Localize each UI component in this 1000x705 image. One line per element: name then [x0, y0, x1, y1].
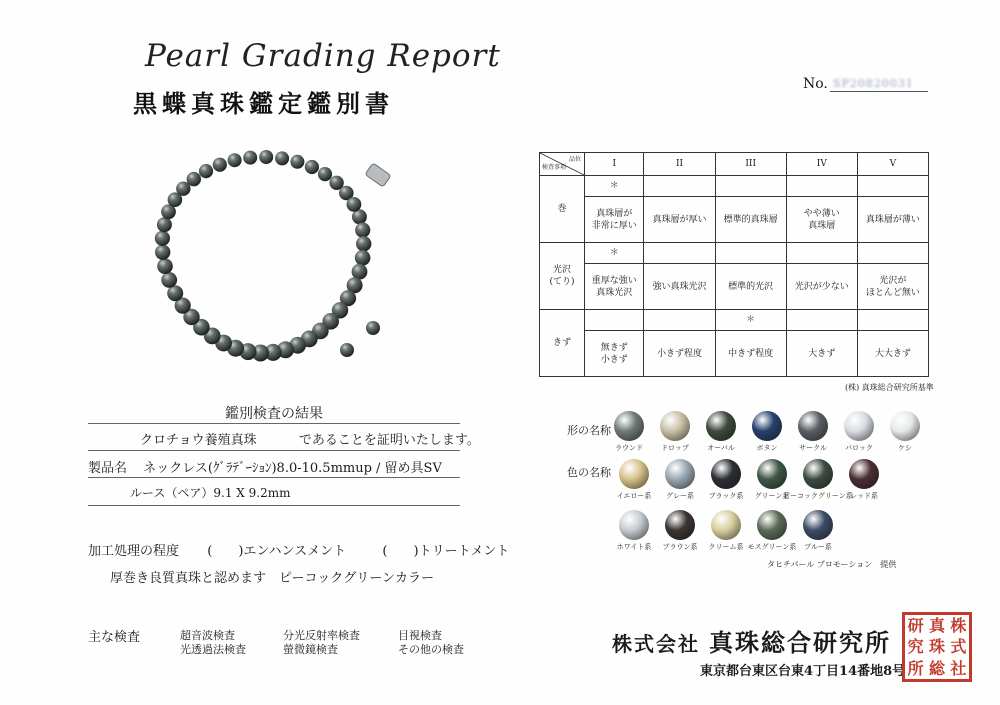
company-seal-stamp — [902, 612, 972, 682]
inspection-item: 光透過法検査 — [180, 643, 246, 656]
pearl-necklace-photo — [135, 140, 395, 380]
seal-character: 真 — [928, 616, 945, 635]
product-label: 製品名 — [88, 461, 128, 476]
pearl-sample-label: ホワイト系 — [616, 543, 652, 551]
column-header: IV — [786, 153, 857, 176]
company-address: 東京都台東区台東4丁目14番地8号 — [700, 664, 906, 679]
grade-description: 中きず程度 — [715, 331, 786, 377]
pearl-sample-label: ブラウン系 — [662, 543, 698, 551]
grade-description: 強い真珠光沢 — [644, 264, 715, 310]
corner-bottom-label: 検査事項 — [542, 164, 567, 171]
inspection-item: その他の検査 — [398, 643, 464, 656]
pearl-sample-label: グレー系 — [666, 492, 694, 500]
product-line — [88, 457, 442, 476]
column-header: V — [857, 153, 928, 176]
necklace-pearl — [243, 151, 257, 165]
necklace-pearl — [157, 258, 173, 274]
seal-character: 式 — [950, 637, 967, 657]
grade-marker: ＊ — [585, 243, 644, 264]
pearl-species: クロチョウ養殖真珠 — [140, 433, 257, 448]
grade-description: 標準的真珠層 — [715, 197, 786, 243]
table-corner — [540, 153, 585, 176]
pearl-ball — [849, 459, 879, 489]
grade-description: 小きず程度 — [644, 331, 715, 377]
color-names-label: 色の名称 — [567, 466, 611, 479]
report-number-value: SP20820031 — [833, 77, 914, 90]
grade-description: 大大きず — [857, 331, 928, 377]
company-name — [612, 623, 891, 658]
certify-text: であることを証明いたします。 — [298, 433, 480, 448]
pearl-sample-label: イエロー系 — [616, 492, 652, 500]
pearl-sample-label: ブラック系 — [708, 492, 744, 500]
column-header: III — [715, 153, 786, 176]
grade-description: 重厚な強い 真珠光沢 — [585, 264, 644, 310]
necklace-pearl — [347, 197, 362, 212]
pearl-sample — [829, 459, 899, 501]
shape-names-label: 形の名称 — [567, 424, 611, 437]
color-credit: タヒチパール プロモーション 提供 — [767, 560, 897, 569]
necklace-pearl — [155, 245, 170, 260]
report-number-label: No. — [803, 76, 828, 92]
pearl-sample-label: サークル — [799, 444, 827, 452]
pearl-sample-label: ラウンド — [615, 444, 643, 452]
product-value: ネックレス(ｸﾞﾗﾃﾞｰｼｮﾝ)8.0-10.5mmup / 留め具SV — [143, 461, 442, 476]
seal-character: 総 — [928, 658, 945, 678]
necklace-pearl — [157, 217, 172, 232]
grade-description: 真珠層が 非常に厚い — [585, 197, 644, 243]
result-heading: 鑑別検査の結果 — [225, 406, 323, 422]
pearl-sample — [870, 411, 940, 453]
company-prefix: 株式会社 — [612, 632, 700, 656]
row-label: 巻 — [540, 176, 585, 243]
necklace-pearl — [187, 172, 201, 186]
title-japanese: 黒蝶真珠鑑定鑑別書 — [133, 89, 394, 118]
pearl-sample-label: ボタン — [756, 444, 778, 452]
necklace-pearl — [356, 236, 371, 251]
certification-line — [140, 429, 480, 448]
grade-description: 真珠層が薄い — [857, 197, 928, 243]
divider-line — [88, 505, 460, 506]
treatment-label: 加工処理の程度 — [88, 544, 180, 559]
pearl-sample-label: モスグリーン系 — [747, 543, 797, 551]
standard-credit: (株) 真珠総合研究所基準 — [845, 383, 934, 392]
necklace-pearl — [290, 155, 304, 169]
corner-top-label: 品位 — [568, 156, 581, 163]
necklace-pearl — [213, 158, 227, 172]
divider-line — [88, 450, 460, 451]
pearl-ball — [890, 411, 920, 441]
pearl-sample-label: クリーム系 — [708, 543, 744, 551]
column-header: I — [585, 153, 644, 176]
pearl-sample-label: ケシ — [898, 444, 912, 452]
divider-line — [88, 423, 460, 424]
company-main-name: 真珠総合研究所 — [708, 628, 891, 657]
divider-line — [88, 477, 460, 478]
loose-pearls: ルース（ペア）9.1 X 9.2mm — [130, 486, 291, 500]
seal-character: 社 — [950, 658, 967, 678]
row-label: きず — [540, 310, 585, 377]
pearl-sample-label: ブルー系 — [804, 543, 832, 551]
pearl-sample-label: レッド系 — [850, 492, 878, 500]
grade-description: 光沢が ほとんど無い — [857, 264, 928, 310]
inspections-label: 主な検査 — [88, 630, 141, 645]
necklace-pearl — [355, 250, 371, 266]
seal-character: 珠 — [928, 637, 945, 657]
grade-description: 真珠層が厚い — [644, 197, 715, 243]
necklace-pearl — [275, 151, 289, 165]
pearl-sample-label: ピーコックグリーン系 — [783, 492, 853, 500]
necklace-pearl — [228, 153, 242, 167]
necklace-pearl — [199, 164, 213, 178]
report-number-underline — [830, 91, 928, 92]
grade-description: やや薄い 真珠層 — [786, 197, 857, 243]
pearl-ball — [803, 510, 833, 540]
pearl-sample-label: バロック — [845, 444, 873, 452]
inspection-item: 螢微鏡検査 — [283, 643, 338, 656]
seal-character: 研 — [907, 616, 924, 635]
enhancement-option: ( )エンハンスメント — [207, 544, 347, 559]
necklace-pearl — [161, 272, 177, 288]
grade-description: 光沢が少ない — [786, 264, 857, 310]
seal-character: 株 — [950, 616, 967, 635]
necklace-pearl — [259, 150, 273, 164]
necklace-pearl — [318, 167, 332, 181]
necklace-pearl — [352, 264, 368, 280]
pearl-sample — [783, 510, 853, 552]
pearl-sample-label: グリーン系 — [754, 492, 790, 500]
treatment-line — [88, 540, 509, 559]
seal-character: 所 — [907, 658, 924, 678]
grade-marker: ＊ — [585, 176, 644, 197]
inspection-item: 超音波検査 — [180, 629, 235, 642]
seal-character: 究 — [907, 637, 924, 657]
inspection-item: 目視検査 — [398, 629, 442, 642]
grade-statement: 厚巻き良質真珠と認めます ピーコックグリーンカラー — [110, 571, 434, 586]
necklace-pearl — [305, 160, 319, 174]
necklace-pearl — [355, 223, 370, 238]
pearl-sample-label: ドロップ — [661, 444, 689, 452]
grade-description: 大きず — [786, 331, 857, 377]
inspection-item: 分光反射率検査 — [283, 629, 360, 642]
grade-description: 標準的光沢 — [715, 264, 786, 310]
column-header: II — [644, 153, 715, 176]
row-label: 光沢 (てり) — [540, 243, 585, 310]
grade-description: 無きず 小きず — [585, 331, 644, 377]
necklace-pearl — [155, 231, 170, 246]
treatment-option: ( )トリートメント — [382, 544, 510, 559]
grade-marker: ＊ — [715, 310, 786, 331]
grading-table — [539, 152, 929, 377]
title-english: Pearl Grading Report — [145, 38, 501, 74]
pearl-sample-label: オーバル — [707, 444, 735, 452]
